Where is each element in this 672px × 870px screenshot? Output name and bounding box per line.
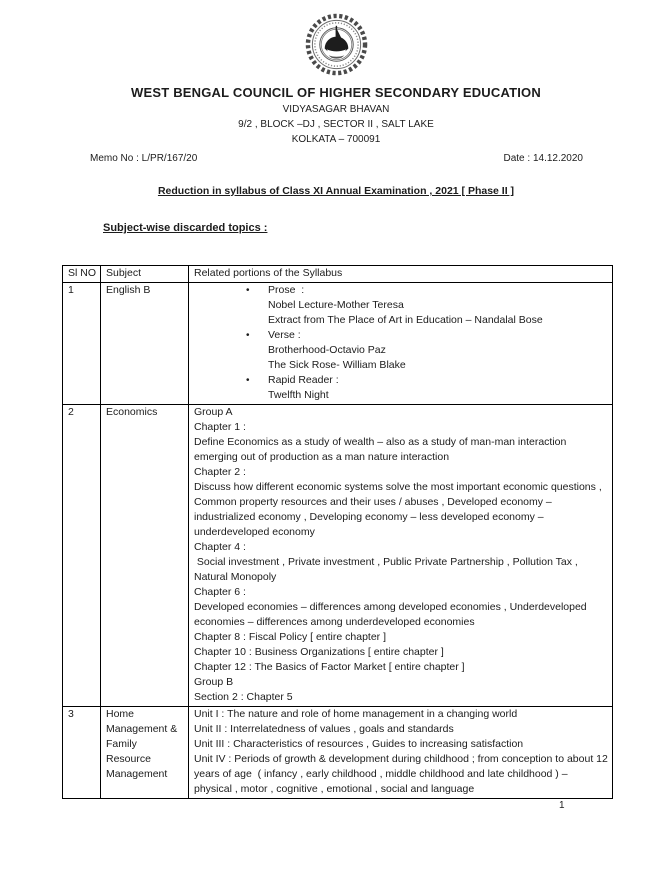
page-number: 1 <box>559 800 565 811</box>
syllabus-line: Chapter 6 : <box>194 586 246 598</box>
sl-no-cell: 1 <box>63 283 101 405</box>
syllabus-line: Define Economics as a study of wealth – also as a study of man-man interaction emerging out of production as a man nature interaction <box>194 436 570 463</box>
sl-no-cell: 3 <box>63 707 101 799</box>
bullet-item <box>194 283 608 328</box>
syllabus-line: Discuss how different economic systems solve the most important economic questions , Common property resources and their uses / abuses , Developed economy – industrialized economy , Developing economy – less developed economy – underdeveloped economy <box>194 481 605 538</box>
sl-no-cell: 2 <box>63 405 101 707</box>
syllabus-line: Chapter 2 : <box>194 466 246 478</box>
org-name: WEST BENGAL COUNCIL OF HIGHER SECONDARY EDUCATION <box>131 85 541 100</box>
table-header-cell: Sl NO <box>63 266 101 283</box>
syllabus-table <box>62 265 613 799</box>
syllabus-line: Social investment , Private investment , Public Private Partnership , Pollution Tax , Natural Monopoly <box>194 556 581 583</box>
syllabus-line: Chapter 10 : Business Organizations [ entire chapter ] <box>194 646 444 658</box>
syllabus-line: Unit I : The nature and role of home management in a changing world <box>194 708 518 720</box>
bullet-text: Prose : Nobel Lecture-Mother Teresa Extract from The Place of Art in Education – Nandalal Bose <box>268 284 543 326</box>
table-header-row <box>63 266 613 283</box>
bullet-text: Rapid Reader : Twelfth Night <box>268 374 339 401</box>
bullet-icon: • <box>246 375 250 386</box>
council-seal-icon <box>305 13 368 81</box>
section-heading-row <box>103 222 672 234</box>
table-body <box>63 283 613 799</box>
bullet-icon: • <box>246 330 250 341</box>
table-row <box>63 405 613 707</box>
subject-cell: Home Management & Family Resource Management <box>101 707 189 799</box>
bullet-icon: • <box>246 285 250 296</box>
bullet-text: Verse : Brotherhood-Octavio Paz The Sick Rose- William Blake <box>268 329 406 371</box>
syllabus-line: Unit III : Characteristics of resources , Guides to increasing satisfaction <box>194 738 524 750</box>
syllabus-line: Section 2 : Chapter 5 <box>194 691 293 703</box>
syllabus-line: Chapter 8 : Fiscal Policy [ entire chapter ] <box>194 631 386 643</box>
syllabus-cell <box>189 283 613 405</box>
table-head <box>63 266 613 283</box>
memo-date: Date : 14.12.2020 <box>503 153 583 164</box>
address-line-1: 9/2 , BLOCK –DJ , SECTOR II , SALT LAKE <box>238 119 434 130</box>
syllabus-cell <box>189 707 613 799</box>
building-name: VIDYASAGAR BHAVAN <box>282 104 390 115</box>
document-title-row <box>0 185 672 197</box>
subject-cell: Economics <box>101 405 189 707</box>
syllabus-line: Unit II : Interrelatedness of values , goals and standards <box>194 723 454 735</box>
syllabus-line: Chapter 1 : <box>194 421 246 433</box>
address-line-2: KOLKATA – 700091 <box>291 134 381 145</box>
syllabus-line: Unit IV : Periods of growth & development during childhood ; from conception to about 12 years of age ( infancy , early childhood , middle childhood and late childhood ) – physical , motor , cognitive , emotional , social and language <box>194 753 611 795</box>
table-header-cell: Subject <box>101 266 189 283</box>
syllabus-cell <box>189 405 613 707</box>
syllabus-line: Chapter 12 : The Basics of Factor Market [ entire chapter ] <box>194 661 465 673</box>
syllabus-line: Developed economies – differences among developed economies , Underdeveloped economies – differences among underdeveloped economies <box>194 601 590 628</box>
memo-number: Memo No : L/PR/167/20 <box>90 153 198 164</box>
document-title: Reduction in syllabus of Class XI Annual Examination , 2021 [ Phase II ] <box>157 185 515 197</box>
bullet-item <box>194 373 608 403</box>
memo-row <box>90 153 583 164</box>
subject-cell: English B <box>101 283 189 405</box>
table-header-cell: Related portions of the Syllabus <box>189 266 613 283</box>
table-row <box>63 707 613 799</box>
document-header <box>0 0 672 145</box>
syllabus-line: Group B <box>194 676 234 688</box>
syllabus-line: Chapter 4 : <box>194 541 246 553</box>
table-row <box>63 283 613 405</box>
bullet-item <box>194 328 608 373</box>
syllabus-line: Group A <box>194 406 233 418</box>
section-heading: Subject-wise discarded topics : <box>103 222 268 234</box>
